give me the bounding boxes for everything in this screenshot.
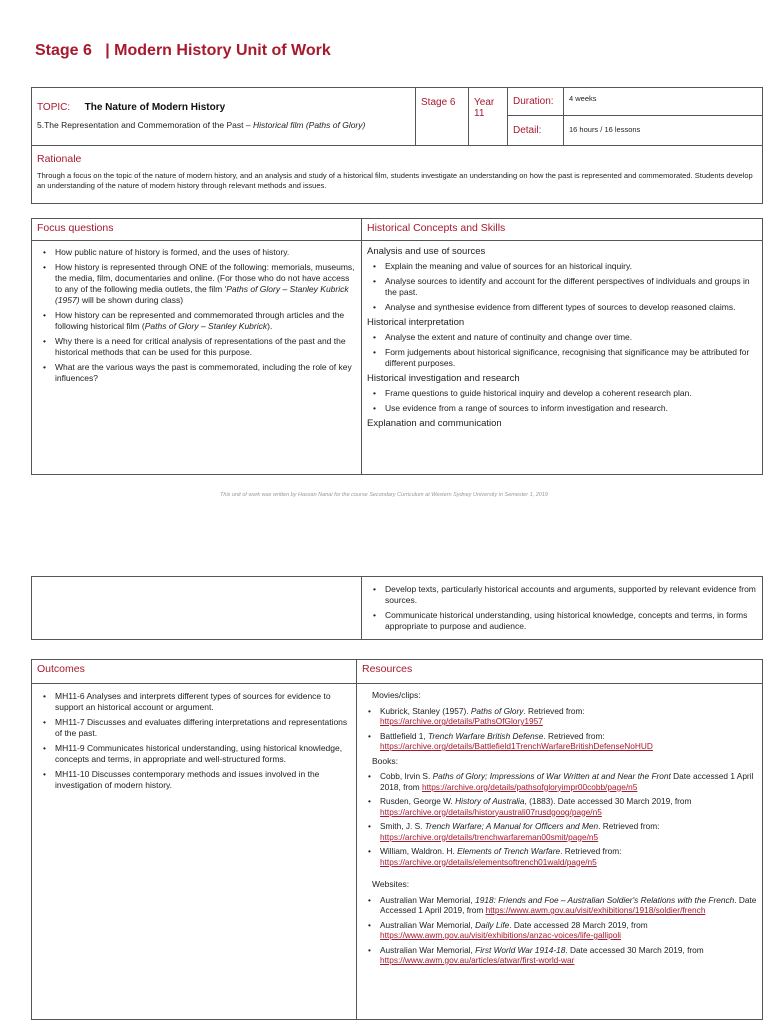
page-title: Stage 6 | Modern History Unit of Work: [35, 42, 331, 59]
websites-list: [362, 895, 757, 966]
focus-item: • What are the various ways the past is commemorated, including the role of key influences?: [55, 362, 356, 384]
year-cell: Year 11: [469, 88, 508, 146]
concept-item: • Form judgements about historical significance, recognising that significance may be attributed for different purposes.: [385, 347, 757, 369]
movies-list: [362, 706, 757, 752]
concepts-cell: [362, 241, 763, 475]
websites-label: Websites:: [372, 879, 410, 889]
resource-link[interactable]: https://www.awm.gov.au/visit/exhibitions/1918/soldier/french: [485, 905, 706, 915]
concepts-continued-table: [31, 576, 763, 640]
outcome-item: • MH11-9 Communicates historical understanding, using historical knowledge, concepts and terms, in appropriate and well-structured forms.: [55, 743, 351, 765]
resource-item: • William, Waldron. H. Elements of Trench Warfare. Retrieved from: https://archive.org/details/elementsoftrench01wald/page/n5: [380, 846, 757, 867]
concept-item: • Analyse sources to identify and account for the different perspectives of individuals and groups in the past.: [385, 276, 757, 298]
focus-concepts-table: [31, 218, 763, 475]
resource-link[interactable]: https://archive.org/details/PathsOfGlory1957: [380, 716, 543, 726]
topic-label: TOPIC:: [37, 102, 71, 113]
focus-item: • Why there is a need for critical analysis of representations of the past and the historical methods that can be used for this purpose.: [55, 336, 356, 358]
rationale-text: Through a focus on the topic of the nature of modern history, and an analysis and study of a historical film, students investigate an understanding on how the past is represented and commemorated. Students develop an understanding of the nature of modern history through relevant methods and issues.: [37, 171, 753, 190]
resource-link[interactable]: https://archive.org/details/elementsoftrench01wald/page/n5: [380, 856, 597, 867]
concepts-continued-cell: [362, 577, 763, 640]
duration-label: Duration:: [508, 88, 563, 116]
duration-detail-labels: [508, 88, 564, 146]
duration-value: 4 weeks: [564, 88, 762, 116]
resource-item: • Cobb, Irvin S. Paths of Glory; Impressions of War Written at and Near the Front Date accessed 1 April 2018, from https://archive.org/details/pathsofgloryimpr00cobb/page/n5: [380, 771, 757, 792]
resource-item: • Australian War Memorial, 1918: Friends and Foe – Australian Soldier's Relations with the French. Date Accessed 1 April 2019, from https://www.awm.gov.au/visit/exhibitions/1918/soldier/french: [380, 895, 757, 916]
resource-item: • Kubrick, Stanley (1957). Paths of Glory. Retrieved from: https://archive.org/details/PathsOfGlory1957: [380, 706, 757, 727]
concept-item: • Use evidence from a range of sources to inform investigation and research.: [385, 403, 757, 414]
focus-questions-cell: [32, 241, 362, 475]
page-footer: This unit of work was written by Hassan Nanai for the course Secondary Curriculum at Western Sydney University in Semester 1, 2019: [220, 492, 548, 498]
focus-item: • How history can be represented and commemorated through articles and the following historical film (Paths of Glory – Stanley Kubrick).: [55, 310, 356, 332]
detail-label: Detail:: [513, 125, 542, 136]
outcome-item: • MH11-7 Discusses and evaluates differing interpretations and representations of the past.: [55, 717, 351, 739]
resource-link[interactable]: https://archive.org/details/trenchwarfareman00smit/page/n5: [380, 831, 599, 842]
concept-item: • Analyse the extent and nature of continuity and change over time.: [385, 332, 757, 343]
concept-heading: Explanation and communication: [367, 418, 502, 429]
outcomes-resources-table: [31, 659, 763, 1020]
focus-questions-header: Focus questions: [32, 219, 362, 241]
resource-item: • Battlefield 1, Trench Warfare British Defense. Retrieved from: https://archive.org/details/Battlefield1TrenchWarfareBritishDefenseNoHUD: [380, 731, 757, 752]
resource-item: • Smith, J. S. Trench Warfare; A Manual for Officers and Men. Retrieved from: https://archive.org/details/trenchwarfareman00smit/page/n5: [380, 821, 757, 842]
movies-label: Movies/clips:: [372, 690, 421, 700]
detail-value: 16 hours / 16 lessons: [569, 125, 641, 134]
concept-heading: Analysis and use of sources: [367, 246, 486, 257]
resource-link[interactable]: https://archive.org/details/Battlefield1TrenchWarfareBritishDefenseNoHUD: [380, 741, 653, 751]
resources-cell: [357, 684, 763, 1020]
resource-item: • Australian War Memorial, First World War 1914-18. Date accessed 30 March 2019, from https://www.awm.gov.au/articles/atwar/first-world-war: [380, 945, 757, 966]
topic-table: [31, 87, 763, 204]
focus-item: • How history is represented through ONE of the following: memorials, museums, the media, film, documentaries and online. (For those who do not have access to any of the following media outlets, the film 'Paths of Glory – Stanley Kubrick (1957) will be shown during class): [55, 262, 356, 306]
concept-heading: Historical investigation and research: [367, 373, 520, 384]
concept-item: • Develop texts, particularly historical accounts and arguments, supported by relevant evidence from sources.: [385, 584, 757, 606]
outcomes-header: Outcomes: [32, 660, 357, 684]
books-list: [362, 771, 757, 867]
outcomes-cell: [32, 684, 357, 1020]
outcome-item: • MH11-10 Discusses contemporary methods and issues involved in the investigation of modern history.: [55, 769, 351, 791]
concepts-header: Historical Concepts and Skills: [362, 219, 763, 241]
topic-title: The Nature of Modern History: [84, 102, 226, 113]
concept-item: • Explain the meaning and value of sources for an historical inquiry.: [385, 261, 757, 272]
resource-link[interactable]: https://www.awm.gov.au/visit/exhibitions/anzac-voices/life-gallipoli: [380, 930, 622, 940]
duration-detail-values: [564, 88, 763, 146]
resource-link[interactable]: https://archive.org/details/pathsofgloryimpr00cobb/page/n5: [421, 781, 638, 792]
concept-heading: Historical interpretation: [367, 317, 465, 328]
concept-item: • Frame questions to guide historical inquiry and develop a coherent research plan.: [385, 388, 757, 399]
concept-item: • Communicate historical understanding, using historical knowledge, concepts and terms, in forms appropriate to purpose and audience.: [385, 610, 757, 632]
outcome-item: • MH11-6 Analyses and interprets different types of sources for evidence to support an historical account or argument.: [55, 691, 351, 713]
resource-item: • Rusden, George W. History of Australia, (1883). Date accessed 30 March 2019, from https://archive.org/details/historyaustrali07rusdgoog/page/n5: [380, 796, 757, 817]
focus-item: • How public nature of history is formed, and the uses of history.: [55, 247, 356, 258]
empty-cell: [32, 577, 362, 640]
rationale-label: Rationale: [37, 153, 82, 165]
topic-cell: [32, 88, 416, 146]
resource-link[interactable]: https://archive.org/details/historyaustrali07rusdgoog/page/n5: [380, 806, 602, 817]
books-label: Books:: [372, 755, 398, 766]
resource-link[interactable]: https://www.awm.gov.au/articles/atwar/first-world-war: [380, 955, 575, 965]
concept-item: • Analyse and synthesise evidence from different types of sources to develop reasoned claims.: [385, 302, 757, 313]
resource-item: • Australian War Memorial, Daily Life. Date accessed 28 March 2019, from https://www.awm.gov.au/visit/exhibitions/anzac-voices/life-gallipoli: [380, 920, 757, 941]
resources-header: Resources: [357, 660, 763, 684]
rationale-cell: [32, 146, 763, 204]
topic-description: 5.The Representation and Commemoration of the Past – Historical film (Paths of Glory): [37, 120, 366, 130]
stage-cell: Stage 6: [416, 88, 469, 146]
